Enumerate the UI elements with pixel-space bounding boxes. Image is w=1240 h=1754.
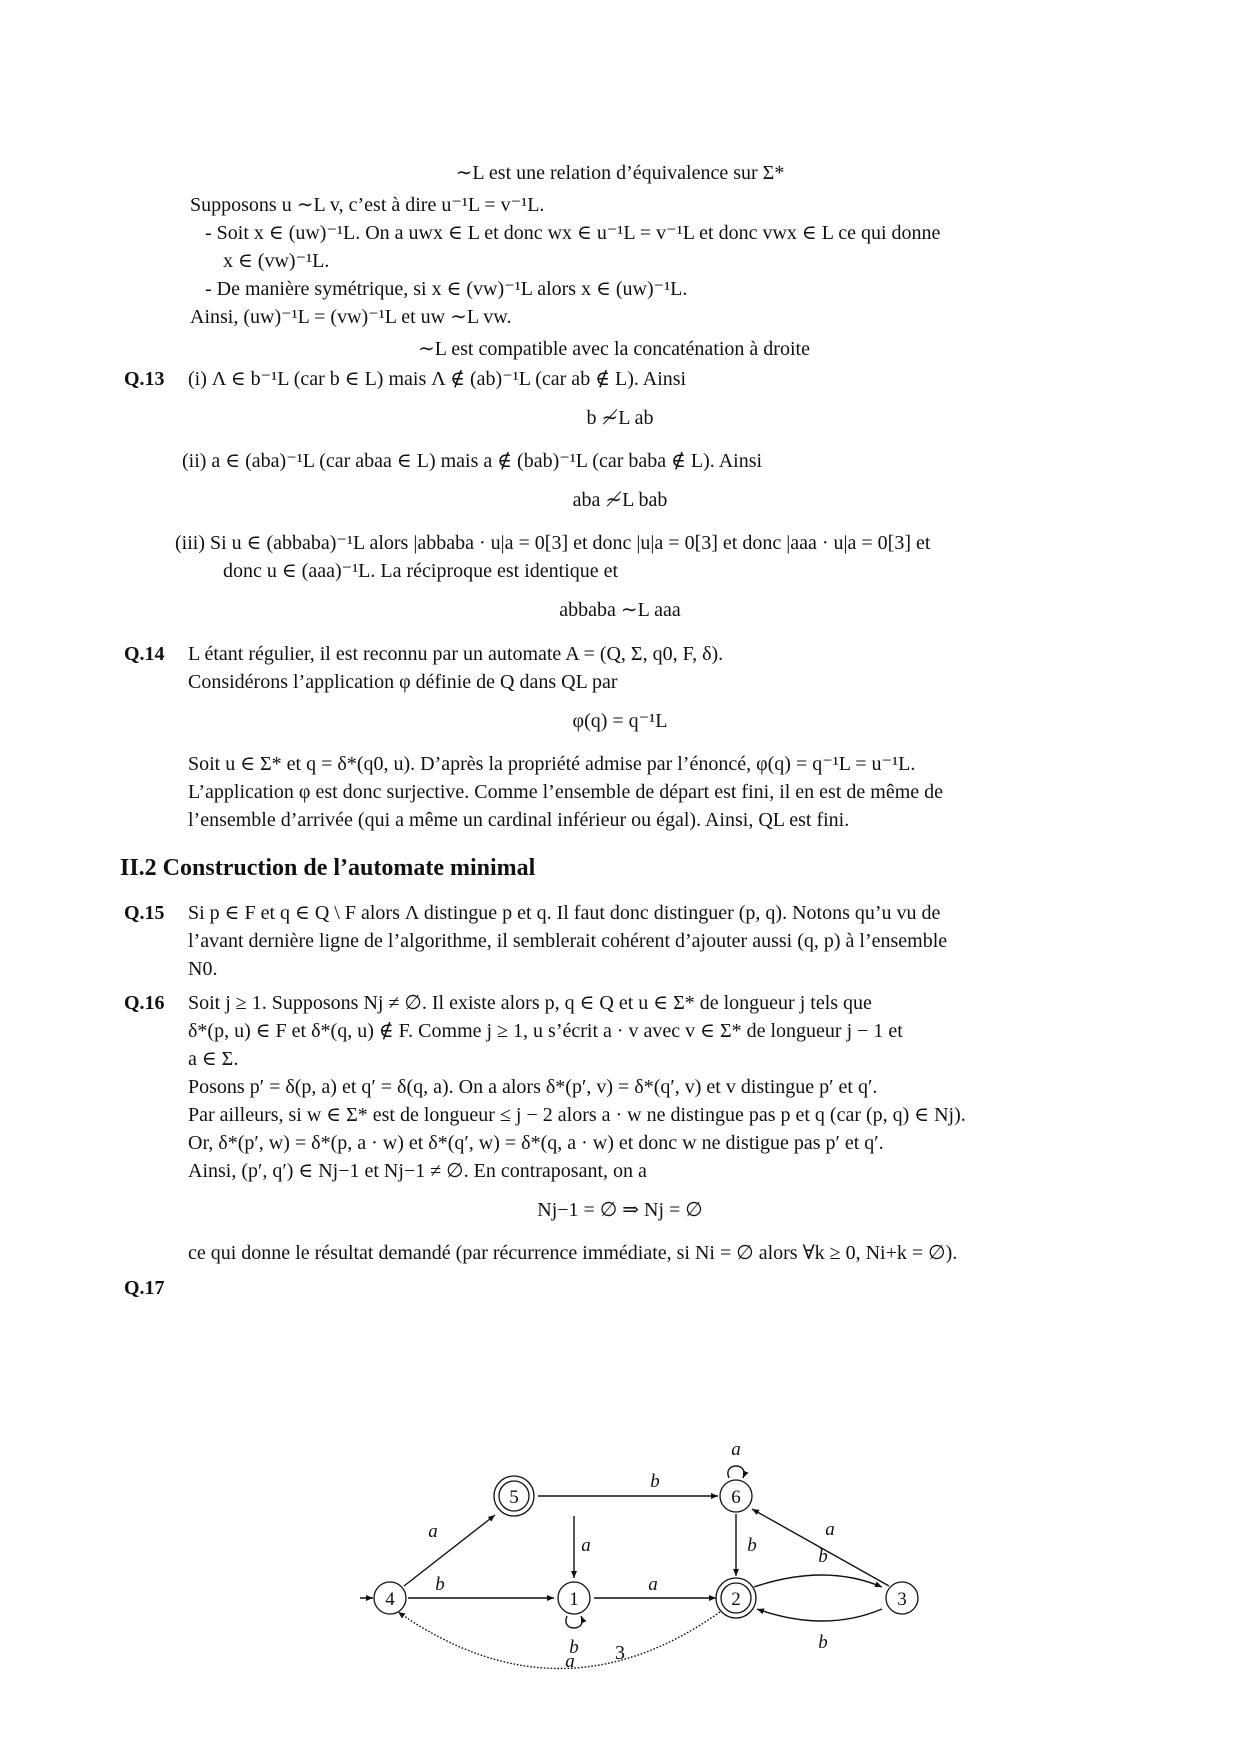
question-label-q17: Q.17: [124, 1277, 165, 1299]
label-5-6: b: [650, 1471, 660, 1492]
state-label-1: 1: [569, 1589, 579, 1610]
edge-6-loop: [728, 1466, 744, 1478]
state-label-2: 2: [731, 1589, 741, 1610]
q16-line: δ*(p, u) ∈ F et δ*(q, u) ∉ F. Comme j ≥ 1, u s’écrit a · v avec v ∈ Σ* de longueur j − 1 et: [188, 1020, 903, 1042]
proof-line: x ∈ (vw)⁻¹L.: [223, 250, 330, 272]
q16-line: Par ailleurs, si w ∈ Σ* est de longueur ≤ j − 2 alors a · w ne distingue pas p et q (car (p, q) ∈ Nj).: [188, 1104, 966, 1126]
q13-i-result: b ≁L ab: [586, 407, 654, 429]
q13-ii-result: aba ≁L bab: [572, 489, 668, 511]
q16-line: Or, δ*(p′, w) = δ*(p, a · w) et δ*(q′, w) = δ*(q, a · w) et donc w ne distigue pas p′ et q′.: [188, 1132, 884, 1154]
q14-formula: φ(q) = q⁻¹L: [572, 710, 668, 732]
state-label-3: 3: [897, 1589, 907, 1610]
q15-line: l’avant dernière ligne de l’algorithme, il semblerait cohérent d’ajouter aussi (q, p) à l’ensemble: [188, 930, 948, 952]
q16-formula: Nj−1 = ∅ ⇒ Nj = ∅: [537, 1199, 703, 1221]
q16-line: Soit j ≥ 1. Supposons Nj ≠ ∅. Il existe alors p, q ∈ Q et u ∈ Σ* de longueur j tels que: [188, 992, 872, 1014]
proof-line: - De manière symétrique, si x ∈ (vw)⁻¹L alors x ∈ (uw)⁻¹L.: [205, 278, 688, 300]
q13-iii-line: donc u ∈ (aaa)⁻¹L. La réciproque est identique et: [223, 560, 619, 582]
label-4-1: b: [435, 1574, 445, 1595]
question-label-q15: Q.15: [124, 902, 165, 924]
proof-line: Supposons u ∼L v, c’est à dire u⁻¹L = v⁻¹L.: [190, 194, 545, 216]
label-1-loop: b: [569, 1637, 579, 1658]
q13-ii-line: (ii) a ∈ (aba)⁻¹L (car abaa ∈ L) mais a ∉ (bab)⁻¹L (car baba ∉ L). Ainsi: [182, 450, 763, 472]
automaton-diagram: [360, 1380, 940, 1670]
proof-line: Ainsi, (uw)⁻¹L = (vw)⁻¹L et uw ∼L vw.: [190, 306, 512, 328]
q13-i-line: (i) Λ ∈ b⁻¹L (car b ∈ L) mais Λ ∉ (ab)⁻¹L (car ab ∉ L). Ainsi: [188, 368, 687, 390]
question-label-q14: Q.14: [124, 643, 165, 665]
edge-4-5: [404, 1515, 495, 1586]
state-label-5: 5: [509, 1487, 519, 1508]
question-label-q16: Q.16: [124, 992, 165, 1014]
label-5-1: a: [581, 1535, 591, 1556]
heading-equivalence: ∼L est une relation d’équivalence sur Σ*: [455, 162, 785, 184]
label-1-2: a: [648, 1574, 658, 1595]
label-2-3: b: [818, 1546, 828, 1567]
q13-iii-result: abbaba ∼L aaa: [559, 599, 681, 621]
label-3-6: a: [825, 1519, 835, 1540]
q15-line: Si p ∈ F et q ∈ Q \ F alors Λ distingue p et q. Il faut donc distinguer (p, q). Notons qu’u vu de: [188, 902, 941, 924]
label-6-2: b: [747, 1535, 757, 1556]
q16-line: ce qui donne le résultat demandé (par récurrence immédiate, si Ni = ∅ alors ∀k ≥ 0, Ni+k = ∅).: [188, 1242, 958, 1264]
q14-line: Considérons l’application φ définie de Q dans QL par: [188, 671, 618, 693]
q16-line: Ainsi, (p′, q′) ∈ Nj−1 et Nj−1 ≠ ∅. En contraposant, on a: [188, 1160, 647, 1182]
label-6-loop: a: [731, 1439, 741, 1460]
edge-1-loop: [566, 1616, 582, 1628]
label-4-5: a: [428, 1521, 438, 1542]
section-title: II.2 Construction de l’automate minimal: [120, 855, 536, 881]
q13-iii-line: (iii) Si u ∈ (abbaba)⁻¹L alors |abbaba · u|a = 0[3] et donc |u|a = 0[3] et donc |aaa · u|a = 0[3] et: [175, 532, 931, 554]
q16-line: Posons p′ = δ(p, a) et q′ = δ(q, a). On a alors δ*(p′, v) = δ*(q′, v) et v distingue p′ et q′.: [188, 1076, 878, 1098]
q14-line: l’ensemble d’arrivée (qui a même un cardinal inférieur ou égal). Ainsi, QL est fini.: [188, 809, 850, 831]
question-label-q13: Q.13: [124, 368, 165, 390]
q14-line: L étant régulier, il est reconnu par un automate A = (Q, Σ, q0, F, δ).: [188, 643, 724, 665]
q15-line: N0.: [188, 958, 218, 980]
label-2-4: a: [565, 1651, 575, 1670]
page-number: 3: [615, 1642, 625, 1664]
q14-line: L’application φ est donc surjective. Comme l’ensemble de départ est fini, il en est de même de: [188, 781, 944, 803]
state-label-4: 4: [385, 1589, 395, 1610]
edge-2-3: [754, 1575, 882, 1587]
heading-compatibility: ∼L est compatible avec la concaténation à droite: [418, 338, 810, 360]
q14-line: Soit u ∈ Σ* et q = δ*(q0, u). D’après la propriété admise par l’énoncé, φ(q) = q⁻¹L = u⁻¹L.: [188, 753, 916, 775]
edge-3-2: [757, 1609, 882, 1621]
label-3-2: b: [818, 1632, 828, 1653]
q16-line: a ∈ Σ.: [188, 1048, 239, 1070]
state-label-6: 6: [731, 1487, 741, 1508]
proof-line: - Soit x ∈ (uw)⁻¹L. On a uwx ∈ L et donc wx ∈ u⁻¹L = v⁻¹L et donc vwx ∈ L ce qui donne: [205, 222, 941, 244]
